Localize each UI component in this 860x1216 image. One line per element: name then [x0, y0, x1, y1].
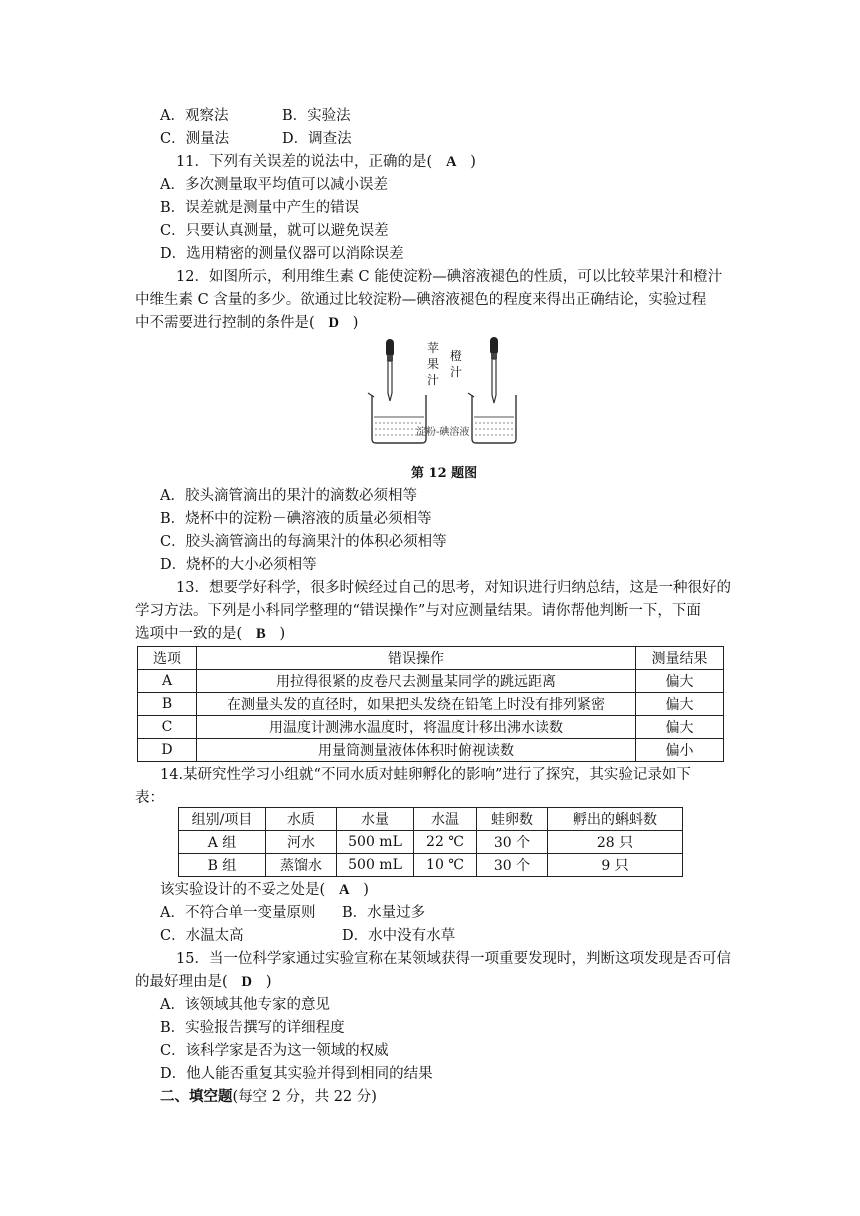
q12-answer: D: [328, 315, 339, 331]
q13-table: [137, 646, 724, 762]
q14-option-d: D．水中没有水草: [342, 928, 456, 944]
q14-answer: A: [338, 882, 350, 898]
table-row: B 在测量头发的直径时，如果把头发绕在铅笔上时没有排列紧密 偏大: [138, 693, 724, 716]
q11-stem: 11．下列有关误差的说法中，正确的是( A ): [176, 154, 476, 170]
q14-question: 该实验设计的不妥之处是( A ): [160, 882, 369, 898]
section-2-note: (每空 2 分，共 22 分): [232, 1089, 377, 1105]
q14-options-row-1: [160, 903, 425, 923]
left-dropper-icon: [386, 339, 394, 401]
q15-stem-line-2: 的最好理由是( D ): [135, 974, 272, 990]
label-orange-juice: 橙汁: [450, 349, 463, 379]
q15-option-c: C．该科学家是否为这一领域的权威: [160, 1043, 389, 1059]
table-row: B 组 蒸馏水 500 mL 10 ℃ 30 个 9 只: [179, 854, 683, 877]
q12-stem-line-2: 中维生素 C 含量的多少。欲通过比较淀粉—碘溶液褪色的程度来得出正确结论，实验过程: [135, 292, 707, 308]
q14-option-c: C．水温太高: [160, 928, 244, 944]
right-beaker-icon: [468, 393, 516, 443]
label-starch-iodine: 淀粉-碘溶液: [416, 427, 470, 438]
q13-stem-line-1: 13．想要学好科学，很多时候经过自己的思考，对知识进行归纳总结，这是一种很好的: [176, 580, 731, 596]
q11-option-c: C．只要认真测量，就可以避免误差: [160, 223, 389, 239]
q12-option-b: B．烧杯中的淀粉－碘溶液的质量必须相等: [160, 511, 432, 527]
q13-answer: B: [256, 626, 266, 642]
q13-stem-line-3: 选项中一致的是( B ): [135, 626, 286, 642]
table-header-row: 选项 错误操作 测量结果: [138, 647, 724, 670]
q12-option-d: D．烧杯的大小必须相等: [160, 557, 317, 573]
q11-option-a: A．多次测量取平均值可以减小误差: [160, 177, 388, 193]
q11-option-b: B．误差就是测量中产生的错误: [160, 200, 360, 216]
q14-option-b: B．水量过多: [342, 905, 426, 921]
q11-option-d: D．选用精密的测量仪器可以消除误差: [160, 246, 404, 262]
q12-stem-line-3: 中不需要进行控制的条件是( D ): [135, 315, 359, 331]
q10-options-row-1: [160, 106, 351, 126]
q10-options-row-2: [160, 129, 352, 149]
q14-options-row-2: [160, 926, 455, 946]
section-2-title: 二、填空题: [160, 1088, 233, 1105]
right-dropper-icon: [490, 337, 498, 403]
q12-option-c: C．胶头滴管滴出的每滴果汁的体积必须相等: [160, 534, 447, 550]
q14-table: [178, 807, 683, 877]
q15-stem-line-1: 15．当一位科学家通过实验宣称在某领域获得一项重要发现时，判断这项发现是否可信: [176, 951, 731, 967]
q10-option-a: A．观察法: [160, 108, 229, 124]
q13-stem-line-2: 学习方法。下列是小科同学整理的“错误操作”与对应测量结果。请你帮他判断一下，下面: [135, 603, 701, 619]
q15-answer: D: [241, 974, 252, 990]
q10-option-b: B．实验法: [282, 108, 351, 124]
q15-option-d: D．他人能否重复其实验并得到相同的结果: [160, 1066, 433, 1082]
q14-option-a: A．不符合单一变量原则: [160, 905, 316, 921]
table-row: A 用拉得很紧的皮卷尺去测量某同学的跳远距离 偏大: [138, 670, 724, 693]
table-row: C 用温度计测沸水温度时，将温度计移出沸水读数 偏大: [138, 716, 724, 739]
q10-option-c: C．测量法: [160, 131, 230, 147]
section-2-heading: [160, 1087, 377, 1107]
table-row: A 组 河水 500 mL 22 ℃ 30 个 28 只: [179, 831, 683, 854]
table-row: D 用量筒测量液体体积时俯视读数 偏小: [138, 739, 724, 762]
q15-option-b: B．实验报告撰写的详细程度: [160, 1020, 345, 1036]
q11-answer: A: [445, 154, 457, 170]
table-header-row: 组别/项目 水质 水量 水温 蛙卵数 孵出的蝌蚪数: [179, 808, 683, 831]
q12-stem-line-1: 12．如图所示，利用维生素 C 能使淀粉—碘溶液褪色的性质，可以比较苹果汁和橙汁: [176, 269, 723, 285]
q14-stem-line-2: 表：: [135, 790, 164, 806]
q14-stem-line-1: 14.某研究性学习小组就“不同水质对蛙卵孵化的影响”进行了探究，其实验记录如下: [160, 767, 691, 783]
q10-option-d: D．调查法: [282, 131, 352, 147]
q12-figure-caption: 第 12 题图: [411, 466, 478, 481]
q15-option-a: A．该领域其他专家的意见: [160, 997, 330, 1013]
label-apple-juice: 苹果汁: [427, 341, 440, 387]
q12-option-a: A．胶头滴管滴出的果汁的滴数必须相等: [160, 488, 417, 504]
